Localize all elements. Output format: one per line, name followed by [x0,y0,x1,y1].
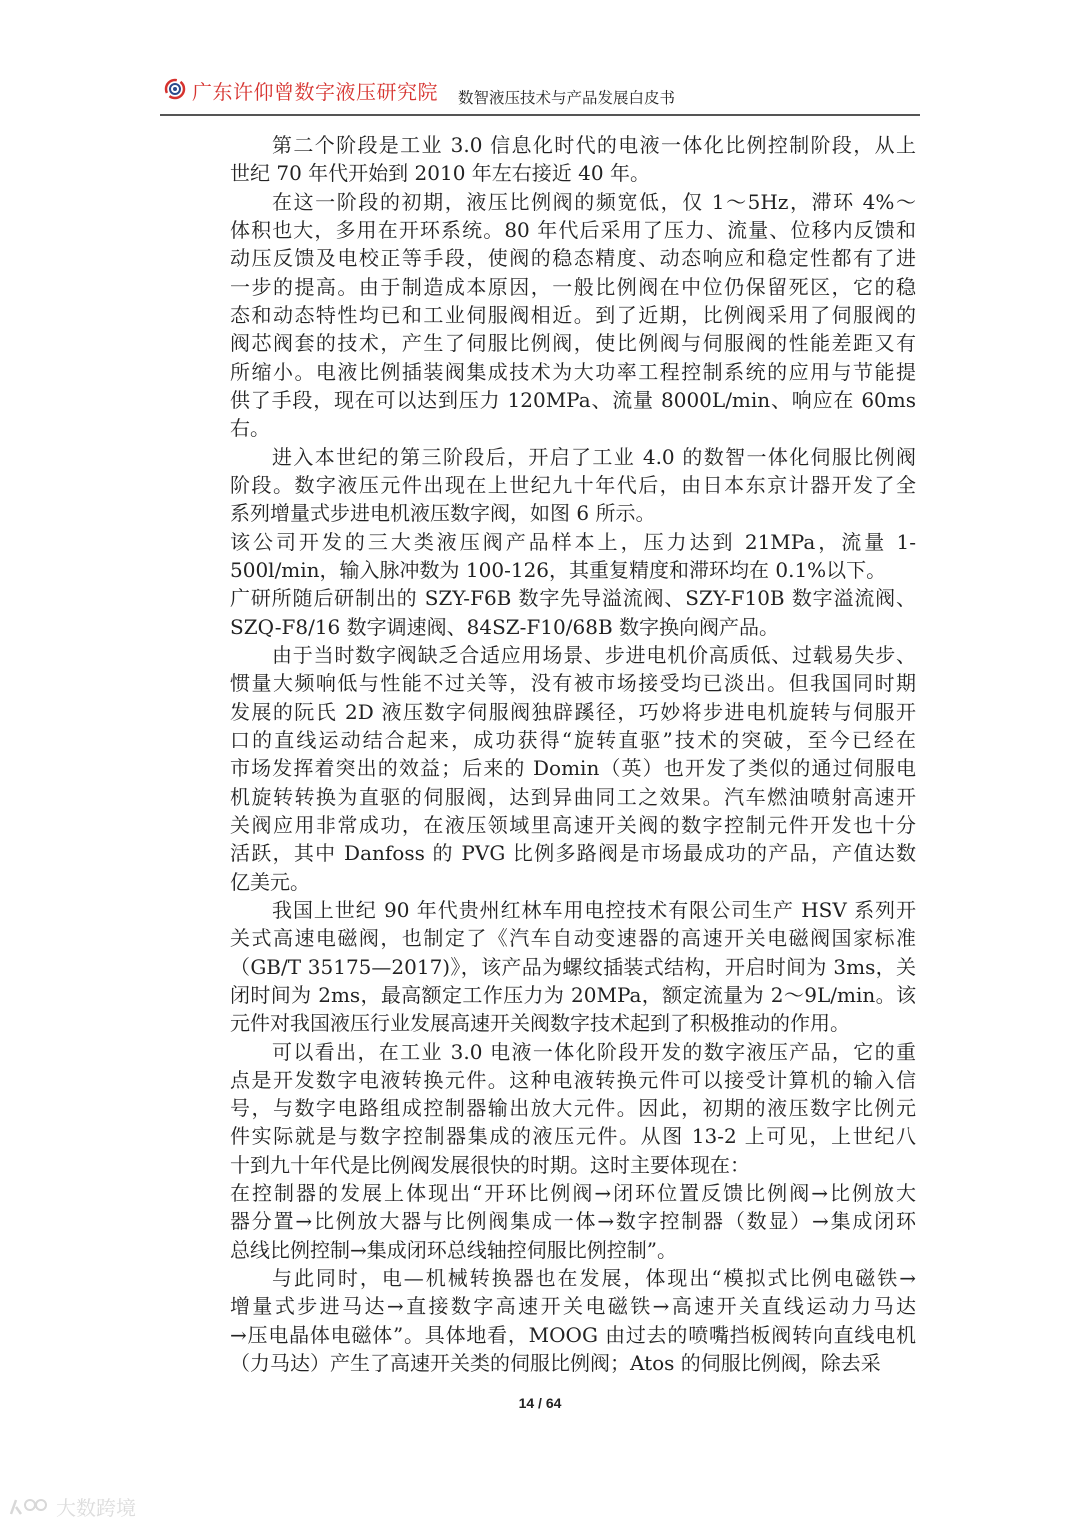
text-line: 右。 [230,416,270,441]
text-line: 点是开发数字电液转换元件。这种电液转换元件可以接受计算机的输入信 [230,1067,916,1092]
text-line: 一步的提高。由于制造成本原因，一般比例阀在中位仍保留死区，它的稳 [230,274,916,299]
text-line: 总线比例控制→集成闭环总线轴控伺服比例控制”。 [230,1237,677,1262]
paragraph [230,641,916,896]
text-line: 系列增量式步进电机液压数字阀，如图 6 所示。 [230,501,656,526]
text-line: 在控制器的发展上体现出“开环比例阀→闭环位置反馈比例阀→比例放大 [230,1181,916,1206]
text-line: 我国上世纪 90 年代贵州红林车用电控技术有限公司生产 HSV 系列开 [272,897,916,922]
text-line: 发展的阮氏 2D 液压数字伺服阀独辟蹊径，巧妙将步进电机旋转与伺服开 [230,699,916,724]
text-line: 广研所随后研制出的 SZY-F6B 数字先导溢流阀、SZY-F10B 数字溢流阀、 [230,586,916,611]
text-line: 关式高速电磁阀，也制定了《汽车自动变速器的高速开关电磁阀国家标准 [230,926,916,951]
document-title: 数智液压技术与产品发展白皮书 [458,89,676,107]
watermark [8,1492,136,1521]
page-number: 14 / 64 [518,1395,562,1411]
page-header [160,70,920,116]
paragraph [230,188,916,443]
text-line: 市场发挥着突出的效益；后来的 Domin（英）也开发了类似的通过伺服电 [230,756,916,781]
text-line: 在这一阶段的初期，液压比例阀的频宽低，仅 1～5Hz，滞环 4%～ [272,189,916,214]
text-line: 供了手段，现在可以达到压力 120MPa、流量 8000L/min、响应在 60ms [230,387,916,412]
institute-logo-icon [164,78,186,100]
text-line: 进入本世纪的第三阶段后，开启了工业 4.0 的数智一体化伺服比例阀 [272,444,916,469]
text-line: 500l/min，输入脉冲数为 100-126，其重复精度和滞环均在 0.1%以下。 [230,557,887,582]
watermark-text: 大数跨境 [56,1496,136,1520]
text-line: 第二个阶段是工业 3.0 信息化时代的电液一体化比例控制阶段，从上 [272,133,916,157]
text-line: 亿美元。 [230,869,310,894]
text-line: SZQ-F8/16 数字调速阀、84SZ-F10/68B 数字换向阀产品。 [230,614,780,639]
text-line: 号，与数字电路组成控制器输出放大元件。因此，初期的液压数字比例元 [230,1096,916,1121]
text-line: 该公司开发的三大类液压阀产品样本上，压力达到 21MPa，流量 1- [230,529,916,554]
paragraph [230,896,916,1038]
text-line: →压电晶体电磁体”。具体地看，MOOG 由过去的喷嘴挡板阀转向直线电机 [230,1322,916,1347]
text-line: 世纪 70 年代开始到 2010 年左右接近 40 年。 [230,161,650,186]
organization-name: 广东许仰曾数字液压研究院 [192,80,438,104]
document-body [230,131,916,1377]
paragraph [230,1264,916,1377]
watermark-logo-icon [8,1496,50,1518]
paragraph [230,1179,916,1264]
text-line: 惯量大频响低与性能不过关等，没有被市场接受均已淡出。但我国同时期 [230,671,916,696]
text-line: 器分置→比例放大器与比例阀集成一体→数字控制器（数显）→集成闭环 [230,1209,916,1234]
text-line: 体积也大，多用在开环系统。80 年代后采用了压力、流量、位移内反馈和 [230,217,916,242]
paragraph [230,131,916,188]
text-line: （GB/T 35175—2017)》，该产品为螺纹插装式结构，开启时间为 3ms，关 [230,954,916,979]
text-line: 阶段。数字液压元件出现在上世纪九十年代后，由日本东京计器开发了全 [230,472,916,497]
text-line: 阀芯阀套的技术，产生了伺服比例阀，使比例阀与伺服阀的性能差距又有 [230,331,916,356]
paragraph [230,528,916,585]
text-line: 十到九十年代是比例阀发展很快的时期。这时主要体现在： [230,1152,750,1177]
text-line: 元件对我国液压行业发展高速开关阀数字技术起到了积极推动的作用。 [230,1011,850,1036]
text-line: 增量式步进马达→直接数字高速开关电磁铁→高速开关直线运动力马达 [230,1294,916,1319]
paragraph [230,584,916,641]
paragraph [230,1038,916,1180]
text-line: 动压反馈及电校正等手段，使阀的稳态精度、动态响应和稳定性都有了进 [230,246,916,271]
text-line: 由于当时数字阀缺乏合适应用场景、步进电机价高质低、过载易失步、 [272,642,916,667]
text-line: 与此同时，电—机械转换器也在发展，体现出“模拟式比例电磁铁→ [272,1266,916,1291]
text-line: 所缩小。电液比例插装阀集成技术为大功率工程控制系统的应用与节能提 [230,359,916,384]
text-line: 闭时间为 2ms，最高额定工作压力为 20MPa，额定流量为 2～9L/min。该 [230,982,916,1007]
text-line: 活跃，其中 Danfoss 的 PVG 比例多路阀是市场最成功的产品，产值达数 [230,841,916,866]
paragraph [230,443,916,528]
text-line: 机旋转转换为直驱的伺服阀，达到异曲同工之效果。汽车燃油喷射高速开 [230,784,916,809]
text-line: 件实际就是与数字控制器集成的液压元件。从图 13-2 上可见，上世纪八 [230,1124,916,1149]
text-line: 态和动态特性均已和工业伺服阀相近。到了近期，比例阀采用了伺服阀的 [230,302,916,327]
text-line: 可以看出，在工业 3.0 电液一体化阶段开发的数字液压产品，它的重 [272,1039,916,1064]
text-line: 口的直线运动结合起来，成功获得“旋转直驱”技术的突破，至今已经在 [230,727,916,752]
text-line: （力马达）产生了高速开关类的伺服比例阀；Atos 的伺服比例阀，除去采 [230,1351,881,1376]
text-line: 关阀应用非常成功，在液压领域里高速开关阀的数字控制元件开发也十分 [230,812,916,837]
